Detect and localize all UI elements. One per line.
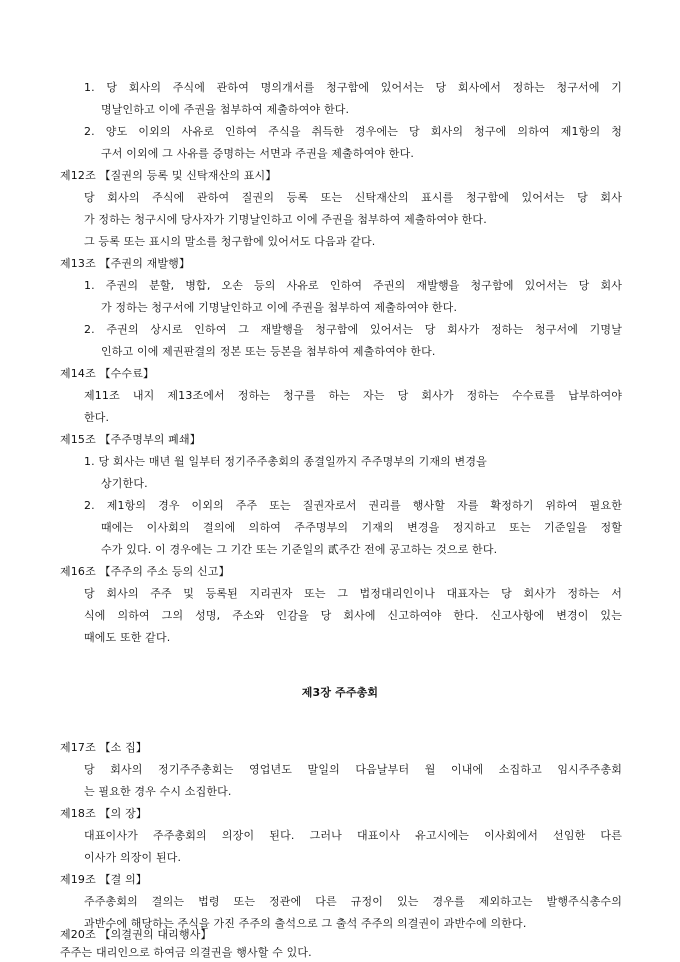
article-15-item-1-line-1: 1. 당 회사는 매년 월 일부터 정기주주총회의 종결일까지 주주명부의 기재의 변경을 [84,455,487,468]
chapter-3-title: 제3장 주주총회 [301,686,379,699]
article-12-heading: 제12조 【질권의 등록 및 신탁재산의 표시】 [60,169,277,182]
article-15-item-2-line-3: 수가 있다. 이 경우에는 그 기간 또는 기준일의 貳주간 전에 공고하는 것으로 한다. [101,543,498,556]
article-18-heading: 제18조 【의 장】 [60,807,147,820]
article-19-heading: 제19조 【결 의】 [60,873,147,886]
article-13-heading: 제13조 【주권의 재발행】 [60,257,191,270]
article-12-body-line-1: 당 회사의 주식에 관하여 질권의 등록 또는 신탁재산의 표시를 청구함에 있어서는 당 회사 [84,191,622,204]
article-13-item-2-line-1: 2. 주권의 상시로 인하여 그 재발행을 청구함에 있어서는 당 회사가 정하는 청구서에 기명날 [84,323,622,336]
article-20-heading: 제20조 【의결권의 대리행사】 [60,928,212,941]
article-18-body-line-1: 대표이사가 주주총회의 의장이 된다. 그러나 대표이사 유고시에는 이사회에서 선임한 다른 [84,829,622,842]
clause-11-item-1-line-1: 1. 당 회사의 주식에 관하여 명의개서를 청구함에 있어서는 당 회사에서 정하는 청구서에 기 [84,81,622,94]
article-13-item-2-line-2: 인하고 이에 제권판결의 정본 또는 등본을 첨부하여 제출하여야 한다. [101,345,436,358]
article-18-body-line-2: 이사가 의장이 된다. [84,851,182,864]
article-20-body-line-1: 주주는 대리인으로 하여금 의결권을 행사할 수 있다. [60,946,312,959]
article-15-item-2-line-1: 2. 제1항의 경우 이외의 주주 또는 질권자로서 권리를 행사할 자를 확정하기 위하여 필요한 [84,499,622,512]
article-15-item-2-line-2: 때에는 이사회의 결의에 의하여 주주명부의 기재의 변경을 정지하고 또는 기준일을 정할 [101,521,622,534]
article-16-body-line-3: 때에도 또한 같다. [84,631,171,644]
article-17-heading: 제17조 【소 집】 [60,741,147,754]
article-12-body-line-3: 그 등록 또는 표시의 말소를 청구함에 있어서도 다음과 같다. [84,235,376,248]
clause-11-item-1-line-2: 명날인하고 이에 주권을 첨부하여 제출하여야 한다. [101,103,350,116]
clause-11-item-2-line-1: 2. 양도 이외의 사유로 인하여 주식을 취득한 경우에는 당 회사의 청구에 의하여 제1항의 청 [84,125,622,138]
article-19-body-line-2: 과반수에 해당하는 주식을 가진 주주의 출석으로 그 출석 주주의 의결권이 과반수에 의한다. [84,917,527,930]
article-16-body-line-2: 식에 의하여 그의 성명, 주소와 인감을 당 회사에 신고하여야 한다. 신고사항에 변경이 있는 [84,609,622,622]
article-15-item-1-line-2: 상기한다. [101,477,148,490]
clause-11-item-2-line-2: 구서 이외에 그 사유를 증명하는 서면과 주권을 제출하여야 한다. [101,147,414,160]
article-19-body-line-1: 주주총회의 결의는 법령 또는 정관에 다른 규정이 있는 경우를 제외하고는 발행주식총수의 [84,895,622,908]
article-16-body-line-1: 당 회사의 주주 및 등록된 지리권자 또는 그 법정대리인이나 대표자는 당 회사가 정하는 서 [84,587,622,600]
article-14-body-line-2: 한다. [84,411,110,424]
article-12-body-line-2: 가 정하는 청구시에 당사자가 기명날인하고 이에 주권을 첨부하여 제출하여야 한다. [84,213,487,226]
article-17-body-line-2: 는 필요한 경우 수시 소집한다. [84,785,232,798]
article-16-heading: 제16조 【주주의 주소 등의 신고】 [60,565,230,578]
article-13-item-1-line-2: 가 정하는 청구서에 기명날인하고 이에 주권을 첨부하여 제출하여야 한다. [101,301,458,314]
article-14-heading: 제14조 【수수료】 [60,367,155,380]
article-17-body-line-1: 당 회사의 정기주주총회는 영업년도 말일의 다음날부터 월 이내에 소집하고 임시주주총회 [84,763,622,776]
article-14-body-line-1: 제11조 내지 제13조에서 정하는 청구를 하는 자는 당 회사가 정하는 수수료를 납부하여야 [84,389,622,402]
article-13-item-1-line-1: 1. 주권의 분할, 병합, 오손 등의 사유로 인하여 주권의 재발행을 청구함에 있어서는 당 회사 [84,279,622,292]
article-15-heading: 제15조 【주주명부의 폐쇄】 [60,433,201,446]
